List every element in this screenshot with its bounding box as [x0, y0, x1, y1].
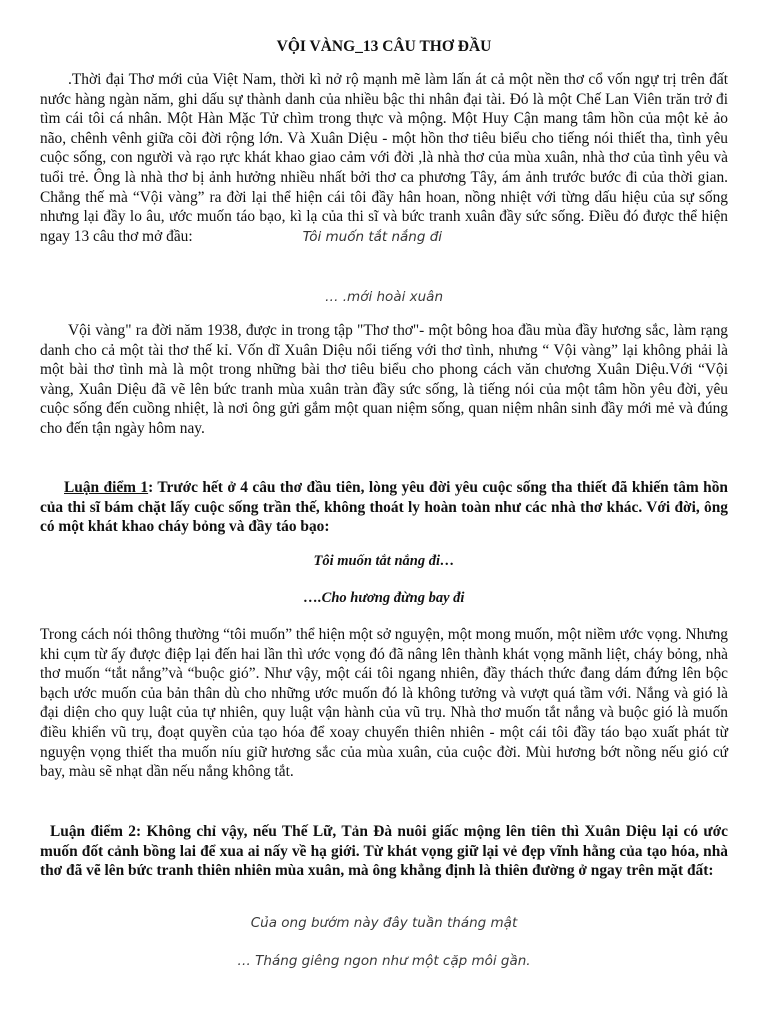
- poem-line-2: Tôi muốn tắt nắng đi…: [313, 553, 455, 569]
- intro-text: .Thời đại Thơ mới của Việt Nam, thời kì nở rộ mạnh mẽ làm lấn át cả một nền thơ cổ vốn ngự trị trên đất nước hàng ngàn năm, ghi dấu sự thành danh của nhiều bậc thi nhân đại tài. Đó là một Chế Lan Viên trăn trở đi tìm cái tôi cá nhân. Một Hàn Mặc Tử chìm trong thực và mộng. Một Huy Cận mang tâm hồn của một kẻ ảo não, chênh vênh giữa cõi đời rộng lớn. Và Xuân Diệu - một hồn thơ tiêu biểu cho tiếng nói thiết tha, tình yêu cuộc sống, con người và rạo rực khát khao giao cảm với đời ,là nhà thơ của mùa xuân, nhà thơ của tình yêu và tuổi trẻ. Ông là nhà thơ bị ảnh hưởng nhiều nhất bởi thơ ca phương Tây, ám ảnh trước bước đi của thời gian. Chẳng thế mà “Vội vàng” ra đời lại thể hiện cái tôi đầy hân hoan, nồng nhiệt với từng dấu hiệu của sự sống nhưng lại đầy lo âu, ước muốn táo bạo, kì lạ của thi sĩ và bức tranh xuân đầy sức sống. Điều đó được thể hiện ngay 13 câu thơ mở đầu:: [40, 71, 728, 245]
- poem-line-3: ….Cho hương đừng bay đi: [303, 590, 465, 606]
- intro-poem-line: Tôi muốn tắt nắng đi: [302, 228, 443, 245]
- poem-line-5: … Tháng giêng ngon như một cặp môi gần.: [237, 953, 531, 969]
- point-1-paragraph: [40, 478, 728, 537]
- point-2-paragraph: Luận điểm 2: Không chỉ vậy, nếu Thế Lữ, Tản Đà nuôi giấc mộng lên tiên thì Xuân Diệu lại có ước muốn đốt cảnh bồng lai để xua ai nấy về hạ giới. Từ khát vọng giữ lại vẻ đẹp vĩnh hằng của tạo hóa, nhà thơ đã vẽ lên bức tranh thiên nhiên mùa xuân, mà ông khẳng định là thiên đường ở ngay trên mặt đất:: [40, 823, 728, 880]
- poem-line-1: … .mới hoài xuân: [324, 289, 444, 305]
- poem-line-4: Của ong bướm này đây tuần tháng mật: [250, 915, 518, 931]
- paragraph-3: Trong cách nói thông thường “tôi muốn” thể hiện một sở nguyện, một mong muốn, một niềm ước vọng. Nhưng khi cụm từ ấy được điệp lại đến hai lần thì ước vọng đó đã nâng lên thành khát vọng mãnh liệt, cháy bỏng, nhà thơ muốn “tắt nắng”và “buộc gió”. Như vậy, một cái tôi ngang nhiên, đầy thách thức đang dám đứng lên bộc bạch ước muốn của bản thân dù cho những ước muốn đó là không tưởng và vượt quá tầm với. Nắng và gió là đại diện cho quy luật của tự nhiên, quy luật vận hành của vũ trụ. Nhà thơ muốn tắt nắng và buộc gió là muốn điều khiển vũ trụ, đoạt quyền của tạo hóa để xoay chuyển thiên nhiên - một cái tôi đầy táo bạo xuất phát từ nguyện vọng thiết tha muốn níu giữ hương sắc của mùa xuân, của cuộc đời. Mùi hương bớt nồng nếu gió cứ bay, màu sẽ nhạt dần nếu nắng không tắt.: [40, 626, 728, 781]
- intro-paragraph: [40, 70, 728, 247]
- point-1-label: Luận điểm 1: [64, 479, 149, 496]
- point-1-text: : Trước hết ở 4 câu thơ đầu tiên, lòng yêu đời yêu cuộc sống tha thiết đã khiến tâm hồn của thi sĩ bám chặt lấy cuộc sống trần thế, không thoát ly hoàn toàn như các nhà thơ khác. Với đời, ông có một khát khao cháy bỏng và đầy táo bạo:: [40, 479, 728, 536]
- paragraph-2: Vội vàng" ra đời năm 1938, được in trong tập "Thơ thơ"- một bông hoa đầu mùa đầy hương sắc, làm rạng danh cho cả một tài thơ thế kỉ. Vốn dĩ Xuân Diệu nổi tiếng với thơ tình, nhưng “ Vội vàng” lại không phải là một bài thơ tình mà là một trong những bài thơ tiêu biểu cho phong cách văn chương Xuân Diệu.Với “Vội vàng, Xuân Diệu đã vẽ lên bức tranh mùa xuân tràn đầy sức sống, là tiếng nói của một tâm hồn yêu đời, yêu cuộc sống đến cuồng nhiệt, là nơi ông gửi gắm một quan niệm sống, quan niệm nhân sinh đầy mới mẻ và đúng cho đến tận ngày hôm nay.: [40, 322, 728, 437]
- document-title: VỘI VÀNG_13 CÂU THƠ ĐẦU: [276, 38, 492, 55]
